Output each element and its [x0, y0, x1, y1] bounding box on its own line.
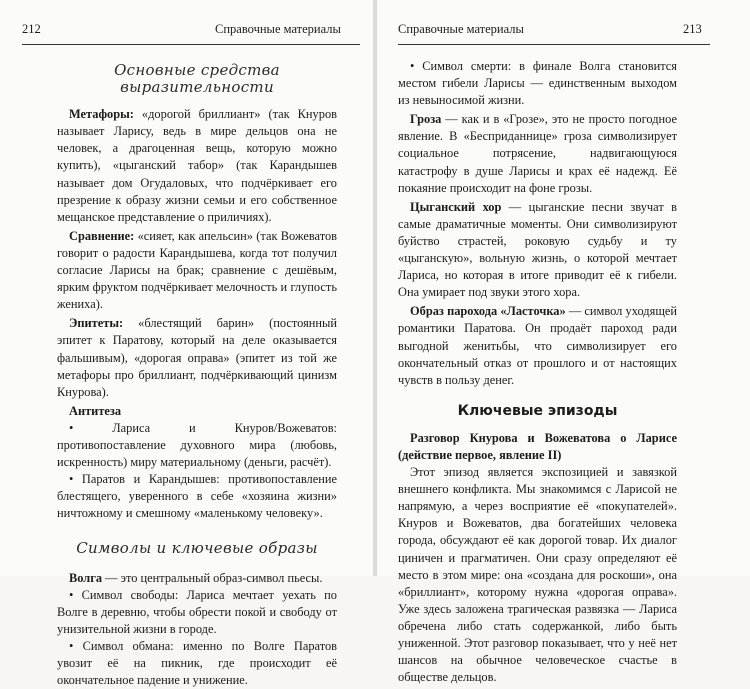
section-heading-line1: Основные средства: [114, 61, 280, 79]
paragraph-ship: [398, 303, 677, 388]
symbols-heading: Символы и ключевые образы: [76, 539, 318, 558]
left-page: [0, 0, 373, 688]
left-page-body: [57, 62, 337, 689]
volga-text: — это центральный образ-символ пьесы.: [102, 570, 323, 585]
choir-text: — цыганские песни звучат в самые драматичные моменты. Они символизируют буйство страстей, роковую судьбу и ту «цыганскую», вольную жизнь, о которой мечтает Лариса, но которая в итоге приводит её к гибели. Она умирает под звуки этого хора.: [398, 199, 677, 300]
section-heading-line2: выразительности: [120, 78, 274, 97]
key-episodes-heading: Ключевые эпизоды: [457, 402, 618, 419]
header-rule-left: [22, 44, 360, 45]
antithesis-item-1: • Лариса и Кнуров/Вожеватов: противопоставление духовного мира (любовь, искренность) миру материальному (деньги, расчёт).: [57, 420, 337, 470]
paragraph-volga: [57, 570, 337, 587]
running-title-left: Справочные материалы: [215, 22, 341, 36]
storm-text: — как и в «Грозе», это не просто погодное явление. В «Бесприданнице» гроза символизирует социальное потрясение, надвигающуюся катастрофу в душе Ларисы и крах её надежд. Её покаяние происходит на фоне грозы.: [398, 112, 677, 195]
death-symbol-item: • Символ смерти: в финале Волга становится местом гибели Ларисы — единственным выходом из невыносимой жизни.: [398, 59, 677, 108]
header-rule-right: [398, 44, 710, 45]
right-page: [377, 0, 750, 685]
metaphors-label: Метафоры:: [69, 107, 134, 122]
episode-title: Разговор Кнурова и Вожеватова о Ларисе (действие первое, явление II): [398, 430, 677, 462]
choir-label: Цыганский хор: [410, 199, 502, 214]
paragraph-storm: [398, 111, 677, 196]
paragraph-comparison: [57, 228, 337, 313]
volga-item-2: • Символ обмана: именно по Волге Паратов увозит её на пикник, где происходит её окончательное падение и унижение.: [57, 638, 337, 688]
ship-text: — символ уходящей романтики Паратова. Он продаёт пароход ради выгодной женитьбы, что символизирует его окончательный отказ от прошлого и от настоящих чувств в пользу денег.: [398, 304, 677, 387]
metaphors-text: «дорогой бриллиант» (так Кнуров называет Ларису, ведь в мире дельцов она не человек, а драгоценная вещь, которую можно купить), «цыганский табор» (так Карандышев называет дом Огудаловых, что подчёркивает его презрение к образу жизни семьи и его собственное мещанское представление о приличиях).: [57, 107, 337, 224]
episode-text: Этот эпизод является экспозицией и завязкой внешнего конфликта. Мы знакомимся с Ларисой не напрямую, а через восприятие её «покупателей». Кнуров и Вожеватов, два богатейших человека города, обсуждают её как дорогой товар. Их диалог циничен и прагматичен. Они сразу определяют её место в этом мире: она «создана для роскоши», она «бриллиант», которому нужна «дорогая оправа». Уже здесь заложена трагическая развязка — Лариса обречена либо стать содержанкой, либо быть униженной. Этот разговор показывает, что у неё нет шансов на обычное человеческое счастье в обществе дельцов.: [398, 465, 677, 685]
comparison-text: «сияет, как апельсин» (так Вожеватов говорит о радости Карандышева, когда тот получил согласие Ларисы на брак; сравнение с дешёвым, ярким фруктом подчёркивает мелочность и глупость жениха).: [57, 228, 337, 312]
storm-label: Гроза: [410, 112, 442, 127]
paragraph-choir: [398, 199, 677, 302]
antithesis-item-2: • Паратов и Карандышев: противопоставление блестящего, уверенного в себе «хозяина жизни» ничтожному и смешному «маленькому человеку».: [57, 472, 337, 521]
paragraph-antithesis-title: [57, 403, 337, 420]
running-title-right: Справочные материалы: [398, 22, 524, 36]
right-page-body: [398, 58, 677, 686]
page-number-left: 212: [22, 22, 41, 36]
epithets-label: Эпитеты:: [69, 316, 124, 331]
paragraph-epithets: [57, 315, 337, 400]
epithets-text: «блестящий барин» (постоянный эпитет к Паратову, который на деле оказывается фальшивым), «дорогая оправа» (эпитет из той же метафоры про бриллиант, подчёркивающий цинизм Кнурова).: [57, 316, 337, 399]
antithesis-label: Антитеза: [69, 403, 122, 418]
volga-label: Волга: [69, 570, 103, 585]
page-number-right: 213: [683, 22, 702, 36]
volga-item-1: • Символ свободы: Лариса мечтает уехать по Волге в деревню, чтобы обрести покой и свободу от унизительной жизни в городе.: [57, 587, 337, 636]
ship-label: Образ парохода «Ласточка»: [410, 304, 566, 319]
comparison-label: Сравнение:: [69, 228, 135, 243]
paragraph-metaphors: [57, 106, 337, 226]
